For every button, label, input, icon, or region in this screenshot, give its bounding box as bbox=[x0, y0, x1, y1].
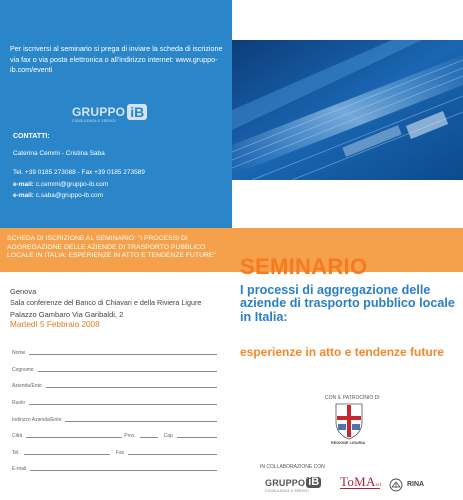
logo-word: GRUPPO bbox=[72, 105, 126, 119]
cap-line[interactable] bbox=[177, 437, 217, 438]
region-label: REGIONE LIGURIA bbox=[331, 441, 366, 445]
field-label: Cognome bbox=[12, 367, 34, 373]
field-label: Prov. bbox=[124, 433, 136, 439]
logo-mark: iB bbox=[127, 104, 147, 120]
logo-word: GRUPPO bbox=[265, 477, 306, 488]
seminar-title: I processi di aggregazione delle aziende di trasporto pubblico locale in Italia: bbox=[240, 283, 455, 324]
tel-fax-row bbox=[12, 450, 217, 456]
field-line[interactable] bbox=[30, 470, 217, 471]
email-link[interactable]: c.cemmi@gruppo-ib.com bbox=[35, 181, 109, 188]
field-label: Indirizzo Azienda/Ente bbox=[12, 417, 62, 423]
nome-field[interactable] bbox=[12, 350, 217, 356]
toma-underline bbox=[340, 488, 380, 489]
registration-instructions: Per iscriversi al seminario si prega di inviare la scheda di iscrizione via fax o via posta elettronica o all'indirizzo internet: www.gruppo-ib.com/eventi bbox=[10, 44, 223, 74]
indirizzo-field[interactable] bbox=[12, 417, 217, 423]
field-line[interactable] bbox=[29, 354, 217, 355]
rina-logo: RINA bbox=[407, 481, 425, 488]
contacts-phone: Tel. +39 0185 273088 - Fax +39 0185 273589 bbox=[13, 169, 145, 176]
toma-name: ToMA bbox=[340, 474, 376, 489]
citta-line[interactable] bbox=[26, 437, 122, 438]
logo-tagline: CONSULENZA E SERVIZI bbox=[265, 489, 309, 493]
event-address: PALAZZO GAMBARO VIA GARIBALDI,2 bbox=[347, 217, 456, 223]
azienda-field[interactable] bbox=[12, 383, 217, 389]
email-line bbox=[13, 181, 108, 188]
cognome-field[interactable] bbox=[12, 367, 217, 373]
form-header: SCHEDA DI ISCRIZIONE AL SEMINARIO: "I PROCESSI DI AGGREGAZIONE DELLE AZIENDE DI TRASPORTO PUBBLICO LOCALE IN ITALIA: ESPERIENZE IN ATTO E TENDENZE FUTURE" bbox=[7, 235, 216, 259]
field-label: Ruolo bbox=[12, 400, 26, 406]
tel-line[interactable] bbox=[24, 454, 110, 455]
field-label: Nome bbox=[12, 350, 26, 356]
field-label: Città bbox=[12, 433, 23, 439]
email-line bbox=[13, 192, 103, 199]
ruolo-field[interactable] bbox=[12, 400, 217, 406]
form-venue: Sala conferenze del Banco di Chiavari e della Riviera Ligure bbox=[10, 298, 202, 307]
email-link[interactable]: c.saba@gruppo-ib.com bbox=[35, 192, 104, 199]
field-label: Fax bbox=[115, 450, 125, 456]
photo-blue-abstract bbox=[232, 40, 463, 180]
field-line[interactable] bbox=[46, 387, 217, 388]
toma-suffix: srl bbox=[375, 483, 382, 488]
citta-prov-cap-row bbox=[12, 433, 217, 439]
contacts-title: CONTATTI: bbox=[13, 133, 50, 140]
gruppo-ib-logo bbox=[72, 104, 147, 123]
fax-line[interactable] bbox=[128, 454, 217, 455]
rina-emblem-icon bbox=[389, 478, 403, 492]
event-venue: SALA CONFERENZE DEL BANCO DI CHIAVARI E DELLA RIVIERA LIGURE bbox=[240, 207, 440, 213]
patronage-label: CON IL PATROCINIO DI bbox=[325, 395, 380, 401]
event-date: GENOVA 5 FEBBRAIO 2008 bbox=[334, 182, 456, 193]
form-date: Martedì 5 Febbraio 2008 bbox=[10, 320, 100, 329]
collaboration-label: IN COLLABORAZIONE CON bbox=[260, 464, 325, 470]
field-label: Tel. bbox=[12, 450, 20, 456]
field-label: Azienda/Ente bbox=[12, 383, 42, 389]
field-line[interactable] bbox=[65, 421, 217, 422]
field-label: E-mail bbox=[12, 466, 27, 472]
email-label: e-mail: bbox=[13, 192, 34, 199]
email-label: e-mail: bbox=[13, 181, 34, 188]
prov-line[interactable] bbox=[140, 437, 158, 438]
regione-liguria-crest bbox=[334, 402, 364, 440]
logo-tagline: CONSULENZA E SERVIZI bbox=[72, 119, 116, 123]
form-address: Palazzo Gambaro Via Garibaldi, 2 bbox=[10, 310, 124, 319]
seminar-label: SEMINARIO bbox=[240, 254, 368, 279]
email-field[interactable] bbox=[12, 466, 217, 472]
event-time: ORE 14,00 bbox=[426, 193, 456, 199]
seminar-subtitle: esperienze in atto e tendenze future bbox=[240, 345, 445, 359]
field-line[interactable] bbox=[38, 371, 217, 372]
field-line[interactable] bbox=[29, 404, 217, 405]
field-label: Cap bbox=[163, 433, 173, 439]
form-city: Genova bbox=[10, 287, 37, 296]
contacts-names: Caterina Cemmi - Cristina Saba bbox=[13, 150, 105, 157]
gruppo-ib-logo bbox=[265, 476, 321, 493]
info-panel bbox=[0, 0, 232, 228]
logo-mark: iB bbox=[308, 476, 320, 488]
